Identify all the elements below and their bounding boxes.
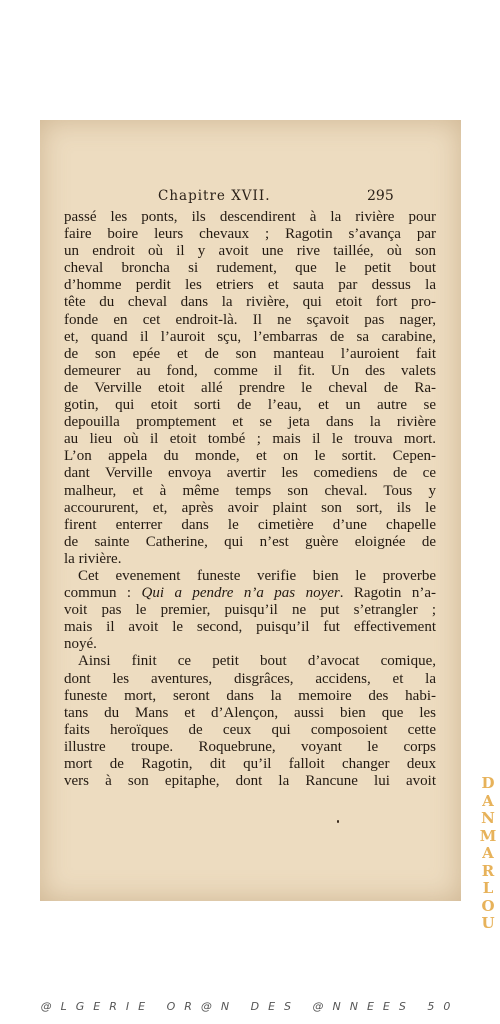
text-line: Cet evenement funeste verifie bien le proverbe [78,567,436,584]
text-line: voit pas le premier, puisqu’il ne put s’etrangler ; [64,602,436,619]
text-line: de sainte Catherine, qui n’est guère eloignée de [64,533,436,550]
text-line: faire boire leurs chevaux ; Ragotin s’avança par [64,226,436,243]
text-line: funeste mort, seront dans la memoire des habi- [64,687,436,704]
paper-speck [337,820,339,823]
text-line: tans du Mans et d’Alençon, aussi bien que les [64,704,436,721]
text-line: accoururent, et, après avoir plaint son sort, ils le [64,499,436,516]
text-line: demeurer au fond, comme il fit. Un des valets [64,362,436,379]
text-line: depouilla promptement et se jeta dans la rivière [64,414,436,431]
text-line: tête du cheval dans la rivière, qui etoit fort pro- [64,294,436,311]
text-line: la rivière. [64,550,122,567]
text-line: commun : Qui a pendre n’a pas noyer. Ragotin n’a- [64,585,436,602]
running-header [40,188,461,210]
text-line: cheval broncha si rudement, que le petit bout [64,260,436,277]
book-page [40,120,461,901]
body-text [64,209,436,790]
text-line: au lieu où il etoit tombé ; mais il le trouva mort. [64,431,436,448]
vertical-watermark: DANMARLOU [479,774,497,932]
text-line: mais il avoit le second, puisqu’il fut effectivement [64,619,436,636]
text-line: de Verville etoit allé prendre le cheval de Ra- [64,379,436,396]
text-line: de son epée et de son manteau l’auroient fait [64,345,436,362]
text-line: d’homme perdit les etriers et sauta par dessus la [64,277,436,294]
text-line: un endroit où il y avoit une rive taillée, où son [64,243,436,260]
text-line: dont les aventures, disgrâces, accidens, et la [64,670,436,687]
text-line: gotin, qui etoit sorti de l’eau, et un autre se [64,397,436,414]
text-line: dant Verville envoya avertir les comediens de ce [64,465,436,482]
text-line: passé les ponts, ils descendirent à la rivière pour [64,209,436,225]
text-line: fonde en cet endroit-là. Il ne sçavoit pas nager, [64,311,436,328]
text-line: Ainsi finit ce petit bout d’avocat comique, [78,653,436,670]
footer-caption: @LGERIE OR@N DES @NNEES 50 [40,1000,460,1013]
chapter-heading: Chapitre XVII. [158,188,271,204]
text-line: noyé. [64,636,97,653]
text-line: vers à son epitaphe, dont la Rancune lui avoit [64,773,436,790]
text-line: L’on appela du monde, et on le sortit. Cepen- [64,448,436,465]
page-number: 295 [367,188,394,204]
text-line: malheur, et à même temps son cheval. Tous y [64,482,436,499]
text-line: et, quand il l’auroit sçu, l’embarras de sa carabine, [64,328,436,345]
text-line: mort de Ragotin, dit qu’il falloit changer deux [64,756,436,772]
text-line: illustre troupe. Roquebrune, voyant le corps [64,738,436,755]
text-line: faits heroïques de ceux qui composoient cette [64,721,436,738]
text-line: firent enterrer dans le cimetière d’une chapelle [64,516,436,533]
